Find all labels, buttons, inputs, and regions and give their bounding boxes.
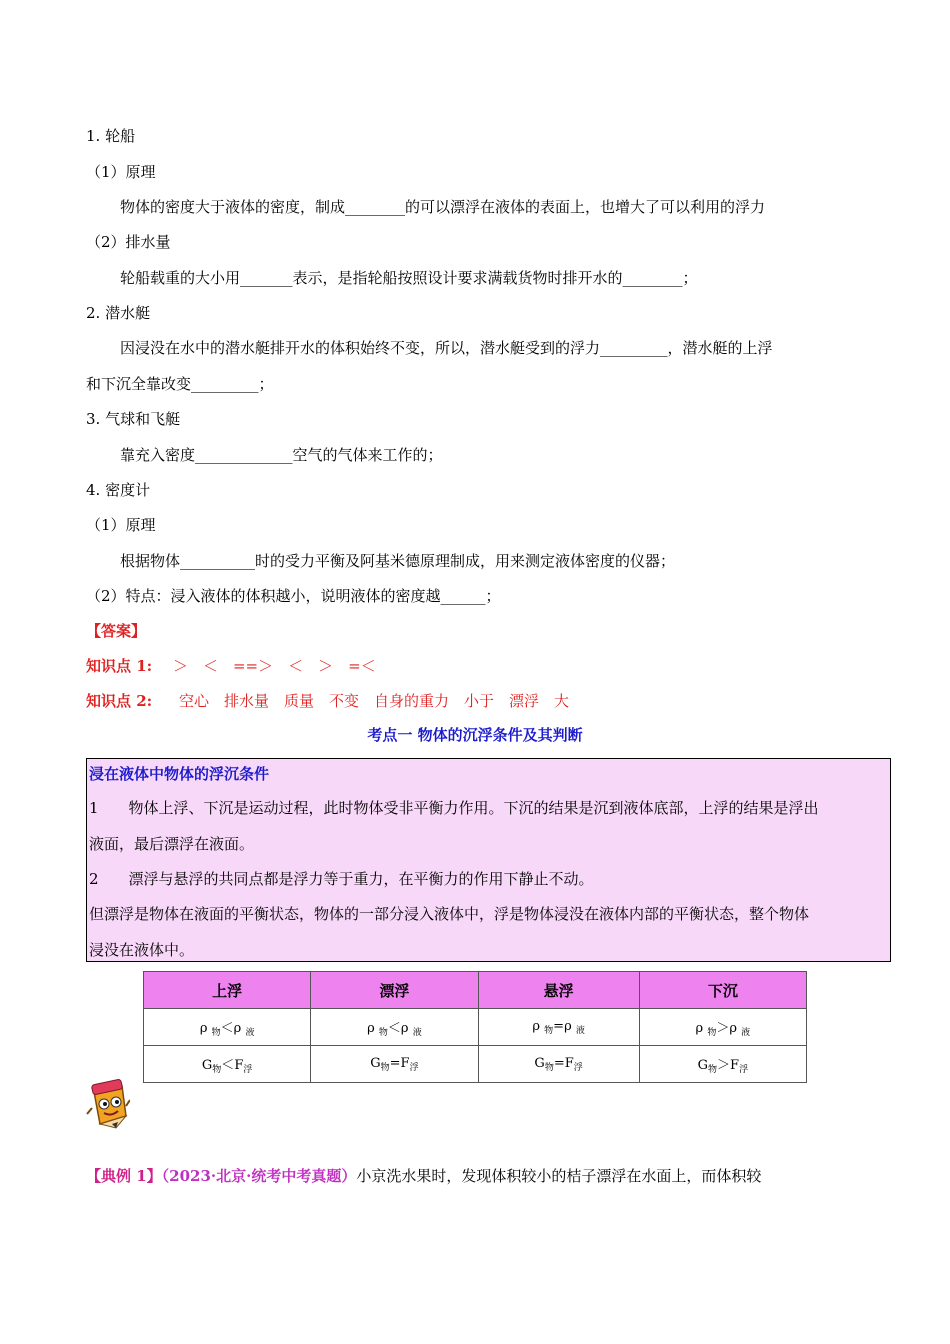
box-paragraph-1b: 液面，最后漂浮在液面。 [89, 835, 255, 853]
table-cell: $G_物<F_浮$ [144, 1046, 311, 1083]
table-header-row [144, 972, 807, 1009]
table-cell: ρ $_物$＜ρ $_液$ [144, 1009, 311, 1046]
answer-label: 【答案】 [86, 622, 147, 640]
answer-k1 [86, 656, 376, 676]
paragraph-hydrometer-principle: 根据物体__________时的受力平衡及阿基米德原理制成，用来测定液体密度的仪器； [120, 552, 676, 570]
table-cell: $G_物>F_浮$ [639, 1046, 806, 1083]
subheading-displacement: （2）排水量 [86, 233, 171, 251]
answer-k2-value: 空心 排水量 质量 不变 自身的重力 小于 漂浮 大 [178, 692, 569, 710]
box-paragraph-3a: 但漂浮是物体在液面的平衡状态，物体的一部分浸入液体中，浮是物体浸没在液体内部的平衡状态，整个物体 [89, 905, 810, 923]
float-sink-table [143, 971, 807, 1083]
answer-k1-label: 知识点 1: [86, 657, 153, 675]
paragraph-displacement: 轮船载重的大小用_______表示，是指轮船按照设计要求满载货物时排开水的________； [120, 269, 698, 287]
answer-k2-label: 知识点 2: [86, 692, 153, 710]
table-row-force [144, 1046, 807, 1083]
table-cell: ρ $_物$＞ρ $_液$ [639, 1009, 806, 1046]
heading-submarine: 2. 潜水艇 [86, 304, 151, 322]
example-label: 【典例 1】 [86, 1167, 162, 1185]
heading-balloon: 3. 气球和飞艇 [86, 410, 181, 428]
table-row-density [144, 1009, 807, 1046]
heading-ship: 1. 轮船 [86, 127, 136, 145]
box-paragraph-3b: 浸没在液体中。 [89, 941, 195, 959]
paragraph-submarine-1: 因浸没在水中的潜水艇排开水的体积始终不变，所以，潜水艇受到的浮力_________，潜水艇的上浮 [120, 339, 773, 357]
subheading-principle: （1）原理 [86, 163, 156, 181]
box-paragraph-2: 2 漂浮与悬浮的共同点都是浮力等于重力，在平衡力的作用下静止不动。 [89, 870, 594, 888]
answer-k2 [86, 691, 569, 711]
table-header-suspend: 悬浮 [478, 972, 639, 1009]
table-cell: ρ $_物$=ρ $_液$ [478, 1009, 639, 1046]
table-header-sink: 下沉 [639, 972, 806, 1009]
subheading-hydrometer-principle: （1）原理 [86, 516, 156, 534]
table-cell: $G_物=F_浮$ [311, 1046, 478, 1083]
topic-title: 考点一 物体的沉浮条件及其判断 [367, 726, 583, 744]
table-header-float: 漂浮 [311, 972, 478, 1009]
table-cell: $G_物=F_浮$ [478, 1046, 639, 1083]
paragraph-ship-principle: 物体的密度大于液体的密度，制成________的可以漂浮在液体的表面上，也增大了可以利用的浮力 [120, 198, 766, 216]
table-header-rise: 上浮 [144, 972, 311, 1009]
paragraph-hydrometer-feature: （2）特点：浸入液体的体积越小，说明液体的密度越______； [86, 587, 501, 605]
pencil-mascot-icon [86, 1078, 130, 1130]
heading-hydrometer: 4. 密度计 [86, 481, 151, 499]
table-cell: ρ $_物$＜ρ $_液$ [311, 1009, 478, 1046]
box-title: 浸在液体中物体的浮沉条件 [89, 765, 270, 783]
answer-k1-value: ＞ ＜ ==＞ ＜ ＞ =＜ [172, 657, 376, 675]
example-1 [86, 1166, 761, 1186]
box-paragraph-1a: 1 物体上浮、下沉是运动过程，此时物体受非平衡力作用。下沉的结果是沉到液体底部，上浮的结果是浮出 [89, 799, 819, 817]
paragraph-balloon: 靠充入密度_____________空气的气体来工作的； [120, 446, 443, 464]
example-source: （2023·北京·统考中考真题） [161, 1167, 357, 1185]
conditions-box [86, 758, 891, 962]
example-text: 小京洗水果时，发现体积较小的桔子漂浮在水面上，而体积较 [356, 1167, 762, 1185]
paragraph-submarine-2: 和下沉全靠改变_________； [86, 375, 274, 393]
